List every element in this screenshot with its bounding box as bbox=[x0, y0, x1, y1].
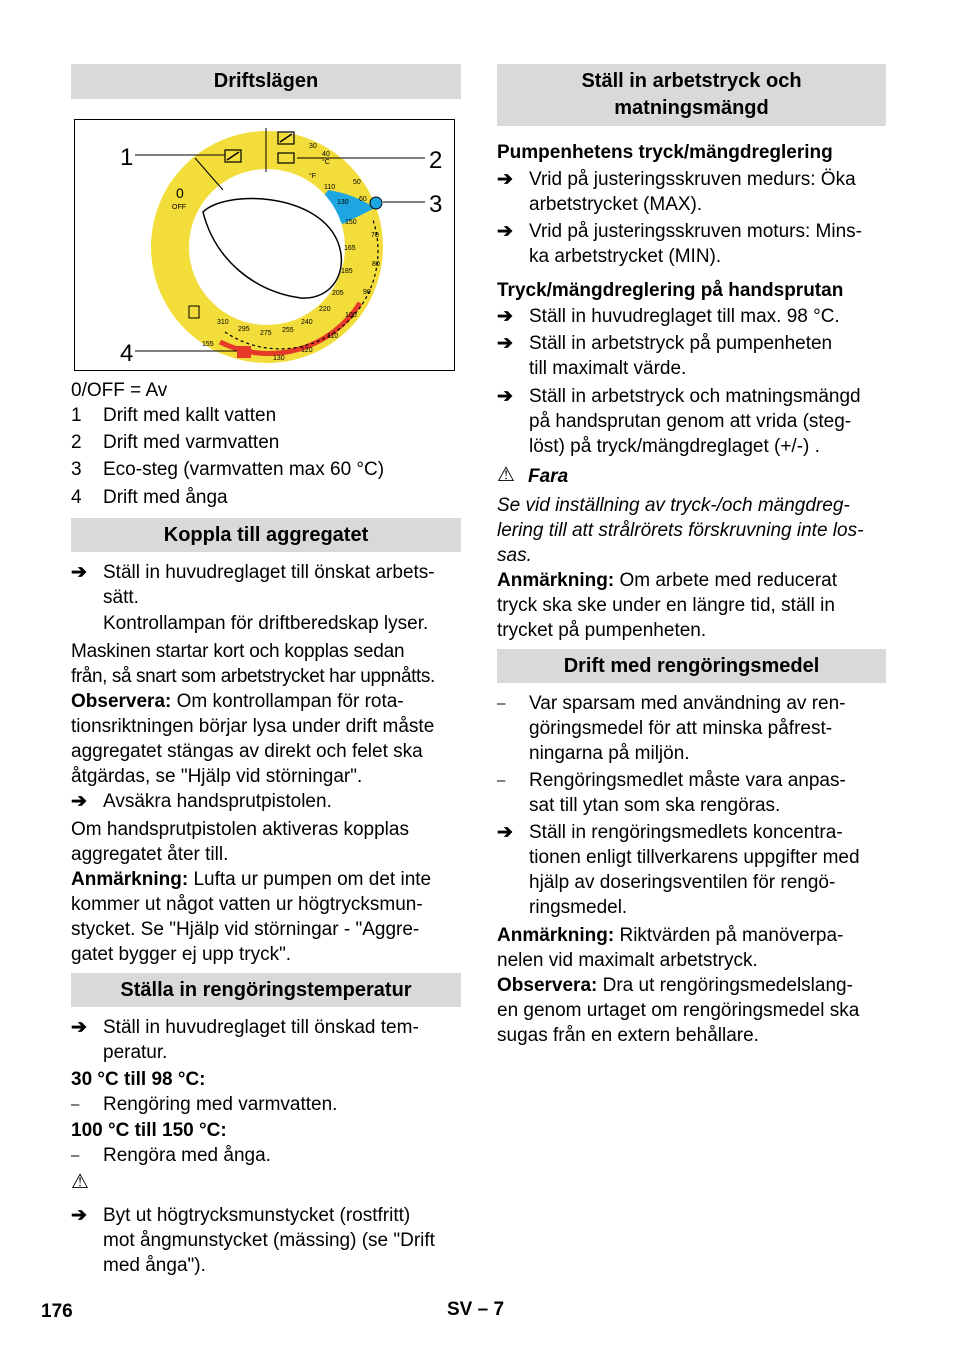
legend-text: Drift med kallt vatten bbox=[103, 405, 277, 426]
scale-label: 150 bbox=[345, 219, 357, 226]
note-label: Anmärkning: bbox=[497, 570, 615, 591]
text-line bbox=[497, 923, 843, 948]
scale-label: 90 bbox=[363, 289, 371, 296]
note-text: Om kontrollampan för rota- bbox=[171, 691, 404, 712]
section-heading-rengoringsmedel: Drift med rengöringsmedel bbox=[497, 649, 886, 683]
arrow-icon: ➔ bbox=[71, 562, 87, 583]
text-line: åtgärdas, se "Hjälp vid störningar". bbox=[71, 766, 363, 787]
text-line bbox=[497, 973, 853, 998]
scale-label: 130 bbox=[273, 355, 285, 362]
arrow-icon: ➔ bbox=[497, 306, 513, 327]
text-line: tionen enligt tillverkarens uppgifter med bbox=[529, 847, 860, 868]
text-line bbox=[71, 689, 404, 714]
text-line: nelen vid maximalt arbetstryck. bbox=[497, 950, 758, 971]
text-line: tryck ska ske under en längre tid, ställ in bbox=[497, 595, 835, 616]
text-line: tionsriktningen börjar lysa under drift måste bbox=[71, 716, 435, 737]
dial-illustration bbox=[75, 120, 456, 372]
note-label: Observera: bbox=[71, 691, 172, 712]
text-line: göringsmedel för att minska påfrest- bbox=[529, 718, 833, 739]
arrow-icon: ➔ bbox=[497, 169, 513, 190]
text-line: aggregatet åter till. bbox=[71, 844, 229, 865]
text-line: sätt. bbox=[103, 587, 139, 608]
text-line: med ånga"). bbox=[103, 1255, 206, 1276]
text-line: från, så snart som arbetstrycket har uppnåtts. bbox=[71, 666, 435, 687]
scale-label: 120 bbox=[301, 347, 313, 354]
callout-number-3: 3 bbox=[429, 191, 443, 218]
arrow-icon: ➔ bbox=[71, 791, 87, 812]
text-line: Om handsprutpistolen aktiveras kopplas bbox=[71, 819, 409, 840]
scale-label: 165 bbox=[344, 245, 356, 252]
text-line: mot ångmunstycket (mässing) (se "Drift bbox=[103, 1230, 435, 1251]
page-language-index: SV – 7 bbox=[447, 1299, 505, 1320]
scale-label: 100 bbox=[345, 312, 357, 319]
callout-number-2: 2 bbox=[429, 147, 443, 174]
scale-label: 70 bbox=[371, 232, 379, 239]
subheading: Pumpenhetens tryck/mängdreglering bbox=[497, 142, 833, 163]
legend-number: 4 bbox=[71, 487, 82, 508]
danger-label: Fara bbox=[528, 466, 569, 487]
note-label: Anmärkning: bbox=[71, 869, 189, 890]
text-line: till maximalt värde. bbox=[529, 358, 687, 379]
text-line: kommer ut något vatten ur högtrycksmun- bbox=[71, 894, 423, 915]
scale-label: °F bbox=[309, 173, 317, 180]
dial-zero-label: 0 bbox=[176, 185, 184, 201]
section-heading-driftslagen: Driftslägen bbox=[71, 64, 461, 99]
legend-text: Drift med varmvatten bbox=[103, 432, 280, 453]
text-line: en genom urtaget om rengöringsmedel ska bbox=[497, 1000, 860, 1021]
text-line: sas. bbox=[497, 545, 532, 566]
section-heading-arbetstryck bbox=[497, 64, 886, 126]
note-label: Anmärkning: bbox=[497, 925, 615, 946]
text-line: på handsprutan genom att vrida (steg- bbox=[529, 411, 852, 432]
text-line: Se vid inställning av tryck-/och mängdreg- bbox=[497, 495, 850, 516]
scale-label: 80 bbox=[372, 261, 380, 268]
text-line: Vrid på justeringsskruven moturs: Mins- bbox=[529, 221, 862, 242]
text-line: ka arbetstrycket (MIN). bbox=[529, 246, 722, 267]
heading-line: Ställ in arbetstryck och bbox=[581, 70, 802, 92]
legend-text: Eco-steg (varmvatten max 60 °C) bbox=[103, 459, 385, 480]
text-line: lering till att strålrörets förskruvning inte los- bbox=[497, 520, 864, 541]
scale-label: 205 bbox=[332, 290, 344, 297]
text-line: Ställ in arbetstryck på pumpenheten bbox=[529, 333, 833, 354]
section-heading-temperatur: Ställa in rengöringstemperatur bbox=[71, 973, 461, 1007]
text-line: Rengöra med ånga. bbox=[103, 1145, 271, 1166]
text-line: gatet bygger ej upp tryck". bbox=[71, 944, 292, 965]
text-line bbox=[497, 568, 837, 593]
text-line: Vrid på justeringsskruven medurs: Öka bbox=[529, 169, 856, 190]
text-line: peratur. bbox=[103, 1042, 168, 1063]
scale-label: 310 bbox=[217, 319, 229, 326]
text-line: trycket på pumpenheten. bbox=[497, 620, 707, 641]
scale-label: 220 bbox=[319, 306, 331, 313]
eco-icon bbox=[370, 197, 382, 209]
legend-number: 1 bbox=[71, 405, 82, 426]
steam-icon bbox=[237, 346, 251, 358]
warning-icon: ⚠ bbox=[71, 1171, 89, 1193]
text-line: arbetstrycket (MAX). bbox=[529, 194, 703, 215]
scale-label: 275 bbox=[260, 330, 272, 337]
text-line: Avsäkra handsprutpistolen. bbox=[103, 791, 332, 812]
note-text: Riktvärden på manöverpa- bbox=[614, 925, 844, 946]
scale-label: 110 bbox=[324, 184, 336, 191]
text-line: hjälp av doseringsventilen för rengö- bbox=[529, 872, 836, 893]
subheading: 30 °C till 98 °C: bbox=[71, 1069, 206, 1090]
text-line: Kontrollampan för driftberedskap lyser. bbox=[103, 613, 429, 634]
scale-label: 60 bbox=[359, 196, 367, 203]
section-heading-koppla: Koppla till aggregatet bbox=[71, 518, 461, 552]
arrow-icon: ➔ bbox=[497, 333, 513, 354]
note-text: Om arbete med reducerat bbox=[614, 570, 838, 591]
scale-label: 130 bbox=[337, 199, 349, 206]
text-line: Ställ in huvudreglaget till max. 98 °C. bbox=[529, 306, 840, 327]
text-line: sugas från en extern behållare. bbox=[497, 1025, 759, 1046]
scale-label: 110 bbox=[327, 333, 339, 340]
text-line: Ställ in arbetstryck och matningsmängd bbox=[529, 386, 861, 407]
legend-text: Drift med ånga bbox=[103, 487, 228, 508]
text-line: Var sparsam med användning av ren- bbox=[529, 693, 846, 714]
scale-label: 295 bbox=[238, 326, 250, 333]
text-line: Maskinen startar kort och kopplas sedan bbox=[71, 641, 405, 662]
text-line: Ställ in huvudreglaget till önskad tem- bbox=[103, 1017, 419, 1038]
arrow-icon: ➔ bbox=[497, 822, 513, 843]
scale-label: 185 bbox=[341, 268, 353, 275]
note-text: Lufta ur pumpen om det inte bbox=[188, 869, 432, 890]
subheading: 100 °C till 150 °C: bbox=[71, 1120, 227, 1141]
note-text: Dra ut rengöringsmedelslang- bbox=[597, 975, 853, 996]
text-line: Byt ut högtrycksmunstycket (rostfritt) bbox=[103, 1205, 411, 1226]
dial-off-label: OFF bbox=[172, 204, 186, 211]
dash-bullet: – bbox=[497, 695, 506, 712]
text-line: Ställ in rengöringsmedlets koncentra- bbox=[529, 822, 843, 843]
scale-label: 50 bbox=[353, 179, 361, 186]
scale-label: 155 bbox=[202, 341, 214, 348]
heading-line: matningsmängd bbox=[614, 97, 769, 119]
legend-number: 2 bbox=[71, 432, 82, 453]
text-line: ringsmedel. bbox=[529, 897, 628, 918]
callout-number-4: 4 bbox=[120, 340, 134, 367]
scale-label: 240 bbox=[301, 319, 313, 326]
arrow-icon: ➔ bbox=[497, 221, 513, 242]
scale-label: 40 bbox=[322, 151, 330, 158]
arrow-icon: ➔ bbox=[71, 1205, 87, 1226]
text-line: aggregatet stängas av direkt och felet ska bbox=[71, 741, 423, 762]
scale-label: °C bbox=[322, 159, 330, 166]
text-line: sat till ytan som ska rengöras. bbox=[529, 795, 781, 816]
subheading: Tryck/mängdreglering på handsprutan bbox=[497, 280, 844, 301]
dash-bullet: – bbox=[71, 1147, 80, 1164]
callout-number-1: 1 bbox=[120, 144, 134, 171]
text-line: löst) på tryck/mängdreglaget (+/-) . bbox=[529, 436, 820, 457]
dash-bullet: – bbox=[71, 1096, 80, 1113]
warning-icon: ⚠ bbox=[497, 464, 515, 486]
note-label: Observera: bbox=[497, 975, 598, 996]
text-line: Rengöring med varmvatten. bbox=[103, 1094, 338, 1115]
scale-label: 30 bbox=[309, 143, 317, 150]
arrow-icon: ➔ bbox=[71, 1017, 87, 1038]
text-line bbox=[71, 867, 431, 892]
text-line: Rengöringsmedlet måste vara anpas- bbox=[529, 770, 846, 791]
legend-off: 0/OFF = Av bbox=[71, 380, 168, 401]
dash-bullet: – bbox=[497, 772, 506, 789]
text-line: stycket. Se "Hjälp vid störningar - "Aggre- bbox=[71, 919, 420, 940]
dial-figure bbox=[74, 119, 455, 371]
page-number: 176 bbox=[41, 1301, 73, 1322]
scale-label: 255 bbox=[282, 327, 294, 334]
text-line: ningarna på miljön. bbox=[529, 743, 690, 764]
text-line: Ställ in huvudreglaget till önskat arbets- bbox=[103, 562, 435, 583]
arrow-icon: ➔ bbox=[497, 386, 513, 407]
legend-number: 3 bbox=[71, 459, 82, 480]
